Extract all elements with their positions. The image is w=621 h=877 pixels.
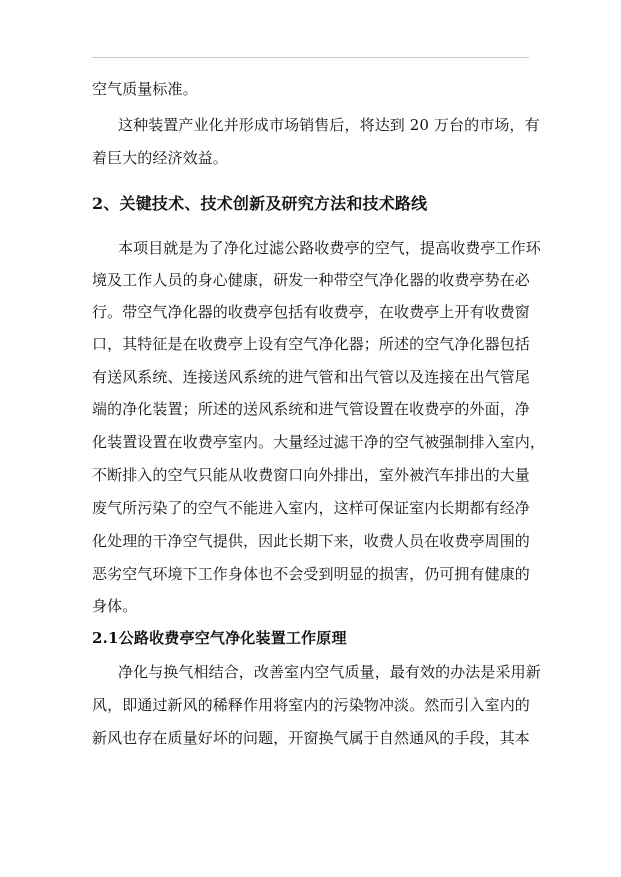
paragraph-line: 境及工作人员的身心健康，研发一种带空气净化器的收费亭势在必 <box>92 271 530 289</box>
paragraph-line: 不断排入的空气只能从收费窗口向外排出，室外被汽车排出的大量 <box>92 466 530 484</box>
paragraph-line: 本项目就是为了净化过滤公路收费亭的空气，提高收费亭工作环 <box>118 239 541 257</box>
paragraph-line: 恶劣空气环境下工作身体也不会受到明显的损害，仍可拥有健康的 <box>92 565 530 583</box>
paragraph-line: 身体。 <box>92 597 138 615</box>
subsection-heading: 2.1公路收费亭空气净化装置工作原理 <box>92 629 347 647</box>
paragraph-line: 新风也存在质量好坏的问题，开窗换气属于自然通风的手段，其本 <box>92 729 530 747</box>
paragraph-line: 化装置设置在收费亭室内。大量经过滤干净的空气被强制排入室内， <box>92 433 546 451</box>
paragraph-line: 行。带空气净化器的收费亭包括有收费亭，在收费亭上开有收费窗 <box>92 303 530 321</box>
section-heading: 2、关键技术、技术创新及研究方法和技术路线 <box>92 194 428 213</box>
paragraph-line: 空气质量标准。 <box>92 80 198 98</box>
paragraph-line: 净化与换气相结合，改善室内空气质量，最有效的办法是采用新 <box>118 663 541 681</box>
header-divider <box>92 57 529 58</box>
paragraph-line: 化处理的干净空气提供，因此长期下来，收费人员在收费亭周围的 <box>92 532 530 550</box>
paragraph-line: 有送风系统、连接送风系统的进气管和出气管以及连接在出气管尾 <box>92 368 530 386</box>
paragraph-line: 这种装置产业化并形成市场销售后，将达到 20 万台的市场，有 <box>118 116 540 134</box>
paragraph-line: 废气所污染了的空气不能进入室内，这样可保证室内长期都有经净 <box>92 499 530 517</box>
paragraph-line: 着巨大的经济效益。 <box>92 149 228 167</box>
paragraph-line: 端的净化装置；所述的送风系统和进气管设置在收费亭的外面，净 <box>92 400 530 418</box>
paragraph-line: 口，其特征是在收费亭上设有空气净化器；所述的空气净化器包括 <box>92 335 530 353</box>
paragraph-line: 风，即通过新风的稀释作用将室内的污染物冲淡。然而引入室内的 <box>92 696 530 714</box>
